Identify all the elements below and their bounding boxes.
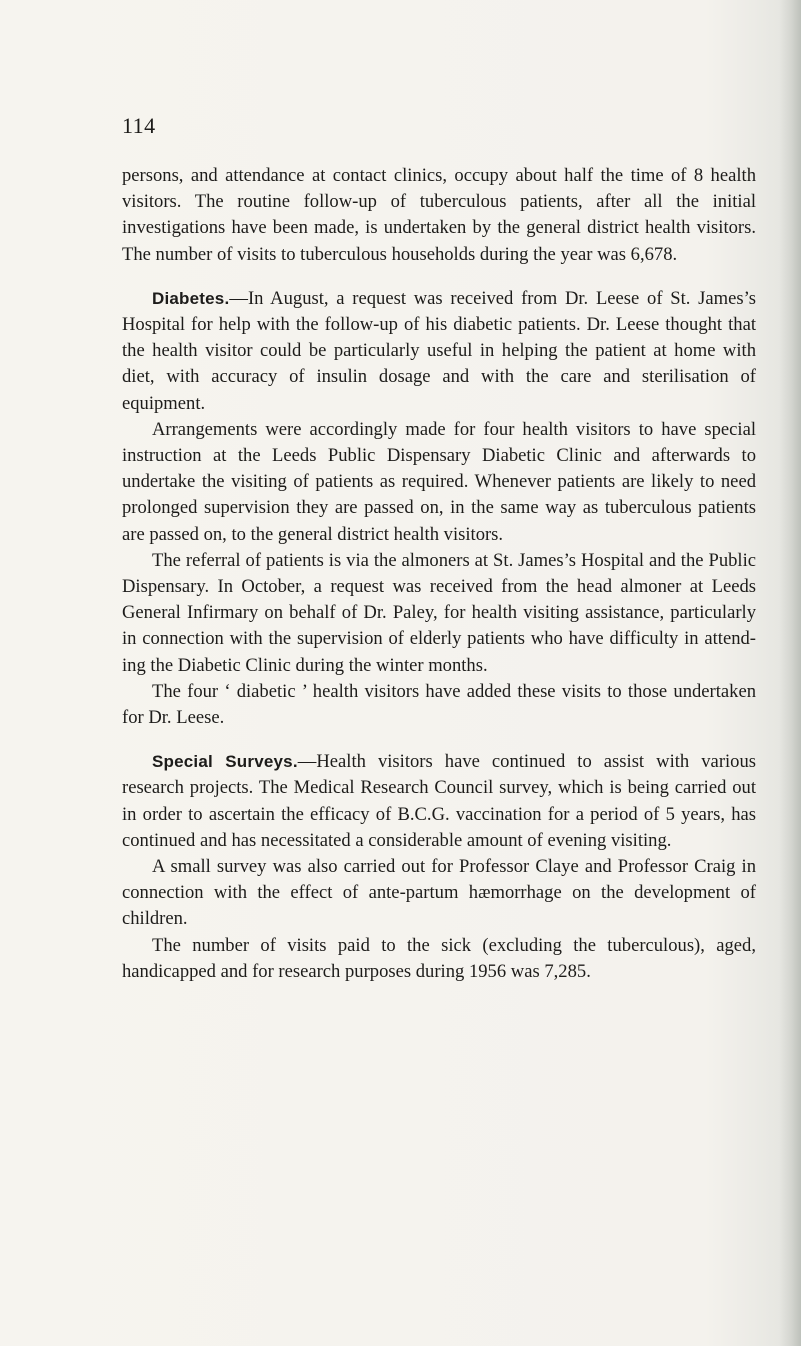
paragraph-continuation: persons, and attendance at contact clinics, occupy about half the time of 8 health visitors. The routine follow-up of tuberculous patients, after all the initial investigations have been made, is undertaken by the general district health visitors. The number of visits to tuberculous households during the year was 6,678. — [122, 165, 756, 265]
section-heading-diabetes: Diabetes. — [152, 288, 230, 308]
paragraph-diabetes-text: —In August, a request was received from Dr. Leese of St. James’s Hospital for help with the follow-up of his diabetic patients. Dr. Leese thought that the health visitor could be particularly useful in helping the patient at home with diet, with accuracy of insulin dosage and with the care and sterilisation of equipment. — [122, 287, 756, 414]
paragraph-arrangements: Arrangements were accordingly made for four health visitors to have special instruction at the Leeds Public Dispensary Diabetic Clinic and afterwards to undertake the visiting of patients as required. Whenever patients are likely to need prolonged supervision they are passed on, in the same way as tuberculous patients are passed on, to the general district health visitors. — [122, 418, 756, 545]
paragraph-special-surveys-text: —Health visitors have continued to assist with various research projects. The Medical Research Council survey, which is being carried out in order to ascertain the efficacy of B.C.G. vaccination for a period of 5 years, has continued and has necessitated a considerable amount of evening visiting. — [122, 751, 757, 851]
paragraph-diabetes — [122, 286, 756, 417]
paragraph-visit-totals: The number of visits paid to the sick (excluding the tuberculous), aged, handicapped and for research purposes during 1956 was 7,285. — [122, 934, 756, 982]
page-edge-shadow — [779, 0, 801, 1346]
paragraph-special-surveys — [122, 749, 756, 854]
page-number: 114 — [122, 113, 156, 138]
paragraph-diabetic-visitors: The four ‘ diabetic ’ health visitors have added these visits to those undertaken for Dr. Leese. — [122, 680, 756, 729]
paragraph-referral: The referral of patients is via the almoners at St. James’s Hospital and the Public Dispensary. In October, a request was received from the head almoner at Leeds General Infirmary on behalf of Dr. Paley, for health visiting assistance, particularly in connection with the supervision of elderly patients who have difficulty in attending the Diabetic Clinic during the winter months. — [122, 549, 756, 676]
body-text — [122, 163, 756, 985]
section-heading-special-surveys: Special Surveys. — [152, 752, 298, 772]
paragraph-small-survey: A small survey was also carried out for Professor Claye and Professor Craig in connection with the effect of ante-partum hæmorrhage on the development of children. — [122, 856, 756, 930]
